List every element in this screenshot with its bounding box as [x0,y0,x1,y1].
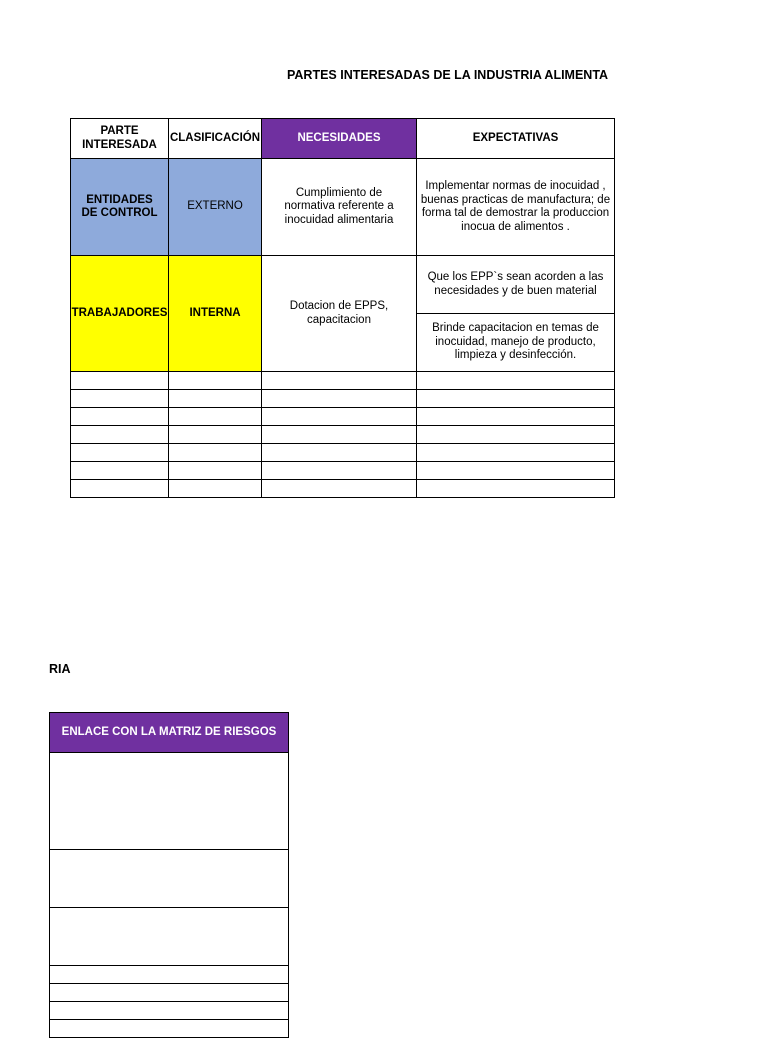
header-enlace-matriz-riesgos: ENLACE CON LA MATRIZ DE RIESGOS [50,713,289,753]
table-row-empty [50,1020,289,1038]
header-expectativas: EXPECTATIVAS [417,119,615,159]
cell-parte: TRABAJADORES [71,256,169,372]
cell-necesidades: Dotacion de EPPS, capacitacion [262,256,417,372]
table-row-empty [50,1002,289,1020]
table-row-empty [71,372,615,390]
cell-parte: ENTIDADES DE CONTROL [71,159,169,256]
table-row-empty [71,444,615,462]
table-row-empty [50,753,289,850]
table-row-empty [71,408,615,426]
header-parte-interesada: PARTE INTERESADA [71,119,169,159]
table-header-row [50,713,289,753]
table-row-empty [71,480,615,498]
table-row-empty [71,426,615,444]
document-title: PARTES INTERESADAS DE LA INDUSTRIA ALIMENTA [287,68,609,82]
table-row-empty [50,908,289,966]
cell-expectativas: Que los EPP`s sean acorden a las necesidades y de buen material [417,256,615,314]
cell-necesidades: Cumplimiento de normativa referente a inocuidad alimentaria [262,159,417,256]
cell-clasificacion: INTERNA [169,256,262,372]
risk-matrix-table [49,712,289,1038]
cell-clasificacion: EXTERNO [169,159,262,256]
table-row-empty [50,984,289,1002]
table-header-row [71,119,615,159]
table-row-empty [50,966,289,984]
table-row [71,159,615,256]
table-row-empty [50,850,289,908]
cell-expectativas: Brinde capacitacion en temas de inocuidad, manejo de producto, limpieza y desinfección. [417,314,615,372]
table-row-empty [71,462,615,480]
header-necesidades: NECESIDADES [262,119,417,159]
stakeholders-table [70,118,615,498]
table-row [71,256,615,314]
cell-expectativas: Implementar normas de inocuidad , buenas practicas de manufactura; de forma tal de demostrar la produccion inocua de alimentos . [417,159,615,256]
section-label: RIA [49,662,71,676]
table-row-empty [71,390,615,408]
header-clasificacion: CLASIFICACIÓN [169,119,262,159]
